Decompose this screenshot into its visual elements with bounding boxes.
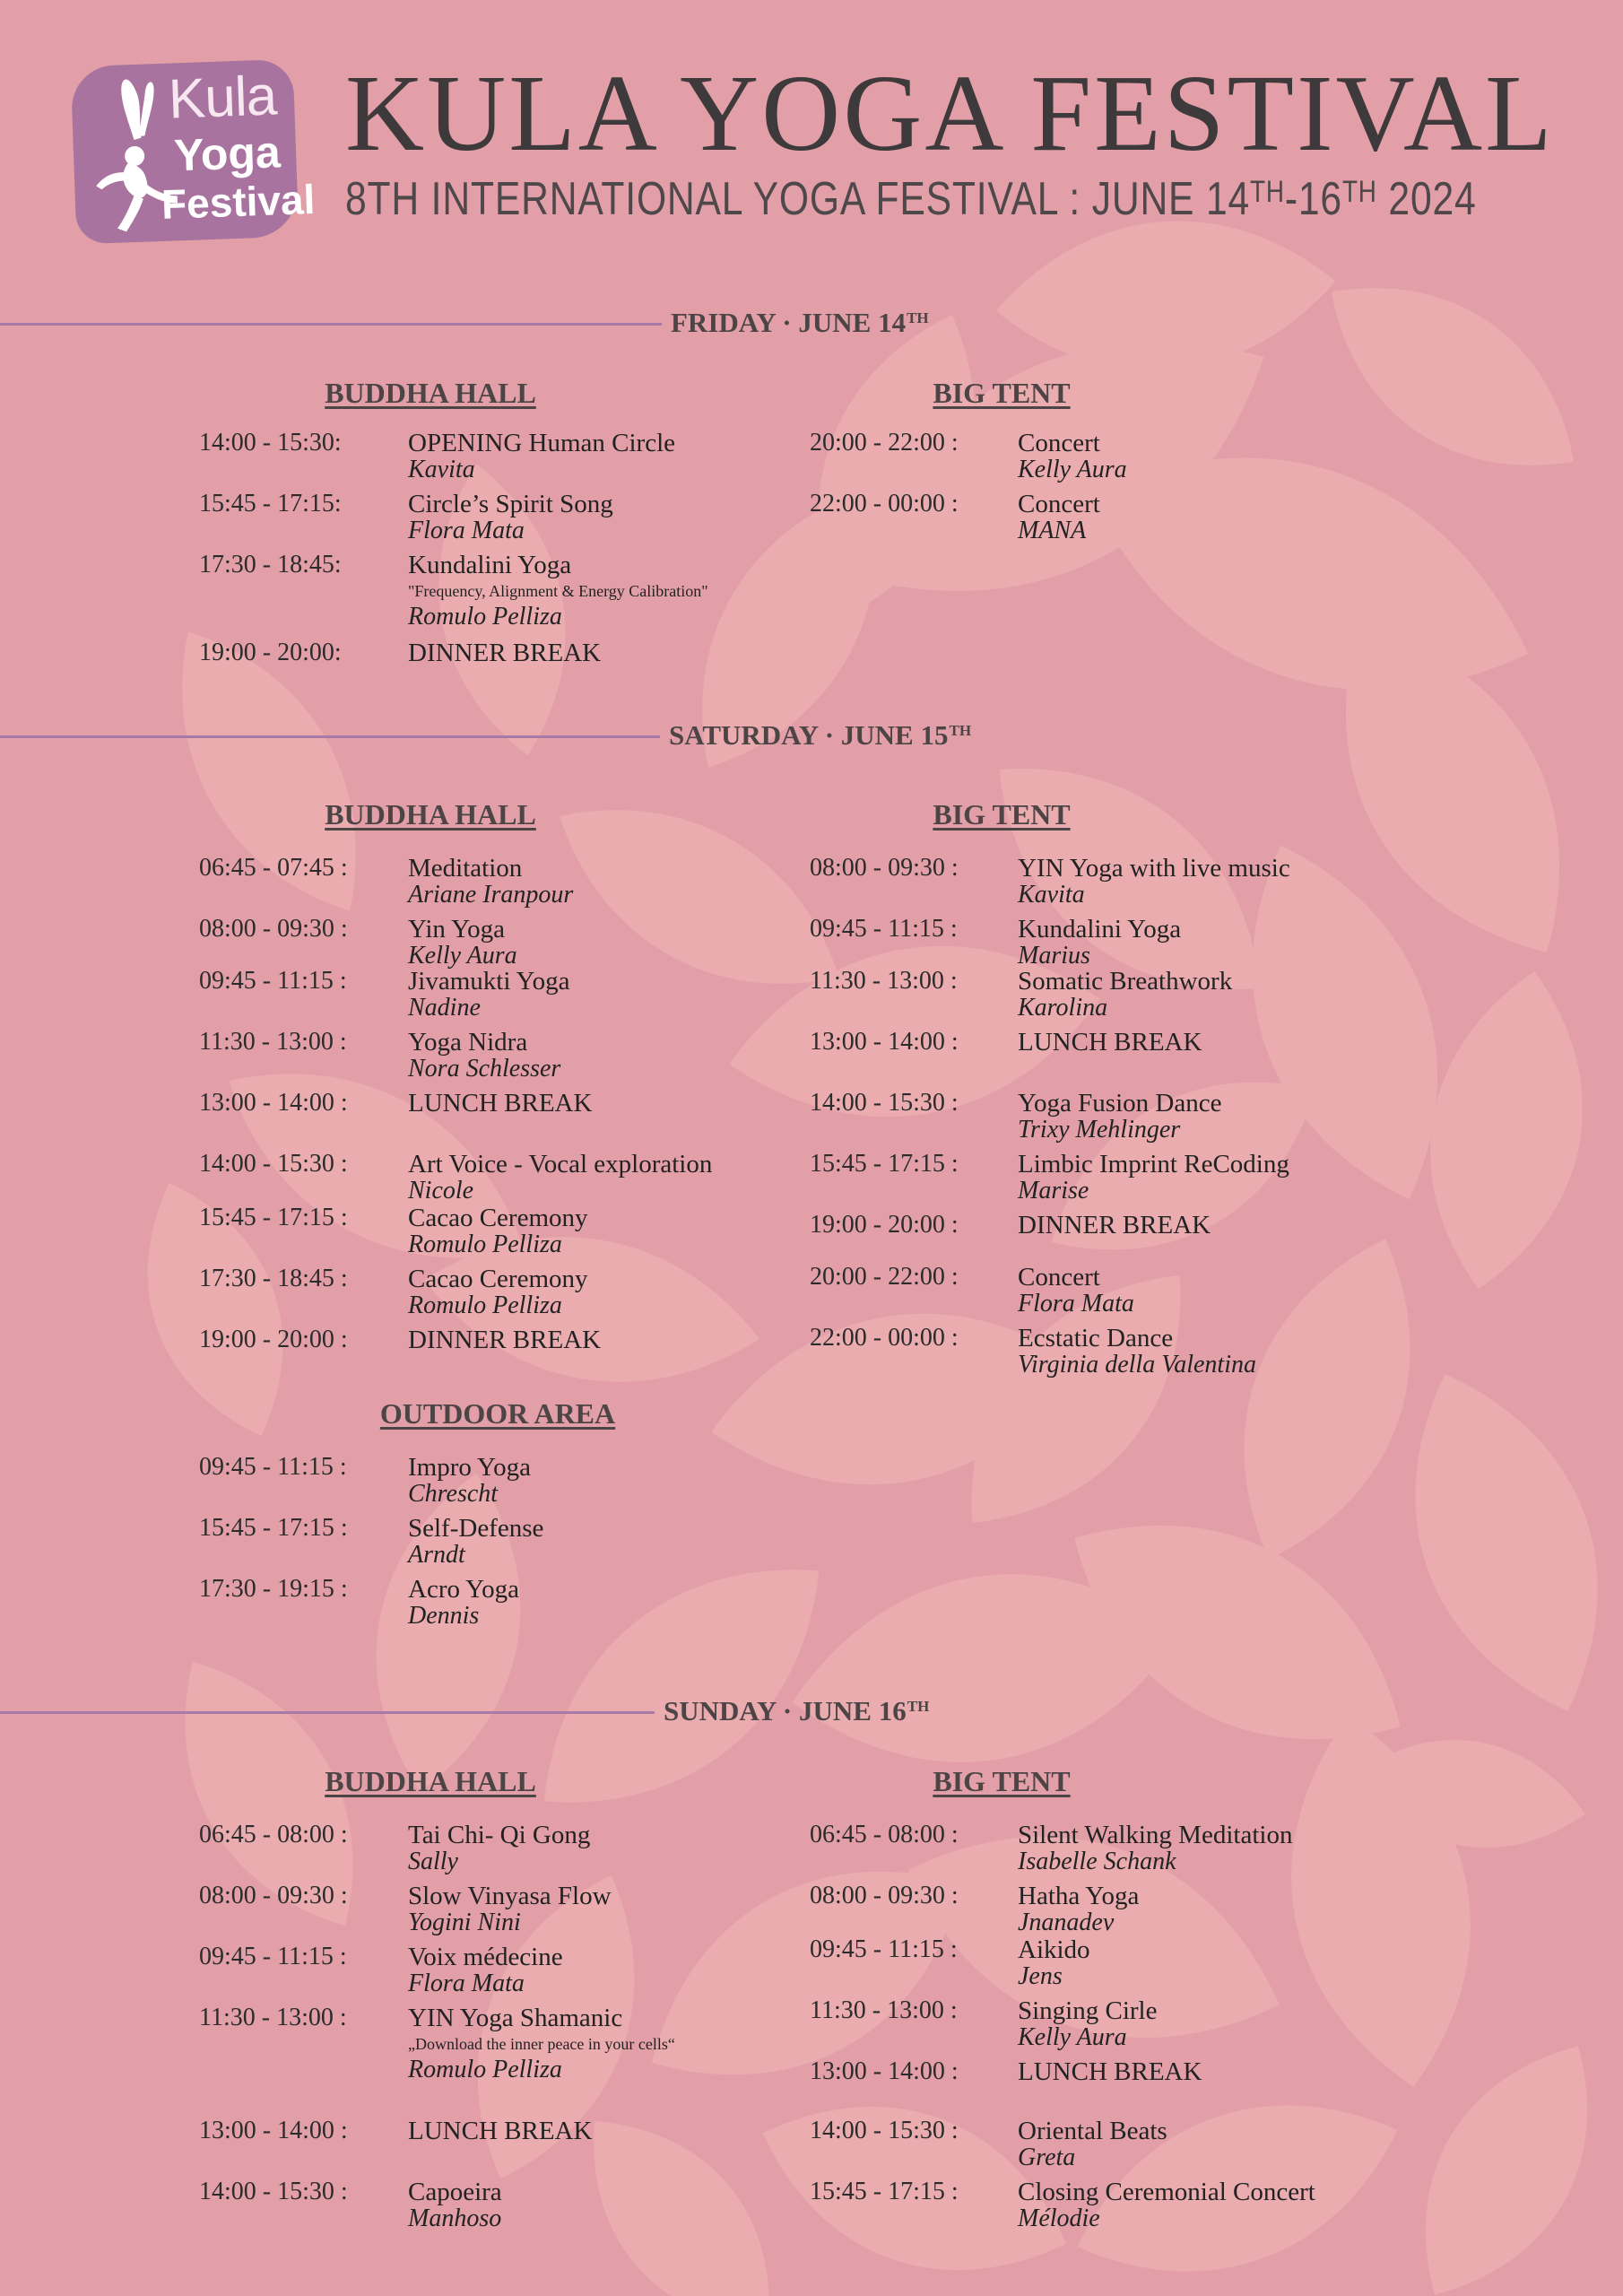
logo-word-kula: Kula bbox=[167, 65, 278, 131]
event-teacher: Jens bbox=[1018, 1962, 1063, 1990]
event-title: Cacao Ceremony bbox=[408, 1204, 588, 1232]
event-time: 08:00 - 09:30 : bbox=[810, 1882, 959, 1909]
event-time: 22:00 - 00:00 : bbox=[810, 1324, 959, 1352]
event-teacher: Karolina bbox=[1018, 994, 1108, 1022]
event-time: 14:00 - 15:30 : bbox=[199, 2178, 348, 2205]
event-teacher: MANA bbox=[1018, 517, 1087, 544]
event-teacher: Jnanadev bbox=[1018, 1909, 1115, 1936]
event-time: 09:45 - 11:15 : bbox=[810, 1935, 958, 1963]
day-divider bbox=[0, 323, 662, 326]
event-title: Ecstatic Dance bbox=[1018, 1324, 1174, 1352]
event-teacher: Virginia della Valentina bbox=[1018, 1351, 1256, 1378]
event-time: 13:00 - 14:00 : bbox=[810, 1028, 959, 1056]
event-teacher: Ariane Iranpour bbox=[408, 881, 574, 909]
event-title: LUNCH BREAK bbox=[1018, 1028, 1202, 1057]
event-title: Self-Defense bbox=[408, 1514, 544, 1543]
event-time: 06:45 - 08:00 : bbox=[199, 1821, 348, 1848]
venue-heading: BIG TENT bbox=[933, 798, 1071, 831]
event-note: "Frequency, Alignment & Energy Calibration" bbox=[408, 582, 708, 600]
event-time: 11:30 - 13:00 : bbox=[810, 1996, 958, 2024]
event-title: Meditation bbox=[408, 854, 523, 883]
event-teacher: Kavita bbox=[408, 456, 475, 483]
logo-word-festival: Festival bbox=[161, 175, 317, 228]
event-time: 11:30 - 13:00 : bbox=[199, 1028, 347, 1056]
event-time: 09:45 - 11:15 : bbox=[810, 915, 958, 943]
event-teacher: Romulo Pelliza bbox=[408, 2056, 562, 2083]
event-title: Acro Yoga bbox=[408, 1575, 520, 1604]
event-time: 09:45 - 11:15 : bbox=[199, 1943, 347, 1970]
event-time: 17:30 - 18:45 : bbox=[199, 1265, 348, 1292]
event-teacher: Romulo Pelliza bbox=[408, 603, 562, 631]
event-time: 22:00 - 00:00 : bbox=[810, 490, 959, 517]
venue-heading: BUDDHA HALL bbox=[325, 377, 536, 409]
event-teacher: Sally bbox=[408, 1848, 458, 1875]
event-time: 08:00 - 09:30 : bbox=[199, 915, 348, 943]
event-time: 08:00 - 09:30 : bbox=[810, 854, 959, 882]
event-time: 15:45 - 17:15 : bbox=[810, 1150, 959, 1178]
event-time: 06:45 - 07:45 : bbox=[199, 854, 348, 882]
event-time: 13:00 - 14:00 : bbox=[810, 2057, 959, 2085]
event-time: 11:30 - 13:00 : bbox=[199, 2004, 347, 2031]
event-title: DINNER BREAK bbox=[408, 639, 602, 667]
event-teacher: Trixy Mehlinger bbox=[1018, 1116, 1181, 1144]
venue-heading: OUTDOOR AREA bbox=[379, 1397, 616, 1430]
event-title: Voix médecine bbox=[408, 1943, 563, 1971]
event-title: LUNCH BREAK bbox=[408, 2117, 593, 2145]
event-time: 19:00 - 20:00 : bbox=[199, 1326, 348, 1353]
event-teacher: Marius bbox=[1018, 942, 1090, 970]
event-title: Closing Ceremonial Concert bbox=[1018, 2178, 1315, 2206]
event-teacher: Kelly Aura bbox=[1018, 2023, 1127, 2051]
logo-word-yoga: Yoga bbox=[173, 126, 282, 181]
event-title: Capoeira bbox=[408, 2178, 502, 2206]
event-title: Somatic Breathwork bbox=[1018, 967, 1233, 996]
event-title: LUNCH BREAK bbox=[408, 1089, 593, 1118]
event-title: Tai Chi- Qi Gong bbox=[408, 1821, 591, 1849]
event-time: 11:30 - 13:00 : bbox=[810, 967, 958, 995]
event-teacher: Dennis bbox=[408, 1602, 480, 1630]
event-teacher: Manhoso bbox=[408, 2205, 502, 2232]
event-teacher: Kelly Aura bbox=[408, 942, 517, 970]
event-time: 15:45 - 17:15 : bbox=[199, 1514, 348, 1542]
event-time: 15:45 - 17:15 : bbox=[810, 2178, 959, 2205]
event-title: Art Voice - Vocal exploration bbox=[408, 1150, 713, 1178]
event-teacher: Flora Mata bbox=[1018, 1290, 1134, 1318]
event-teacher: Nadine bbox=[408, 994, 481, 1022]
day-heading-friday: FRIDAY · JUNE 14TH bbox=[671, 307, 929, 338]
event-title: Concert bbox=[1018, 429, 1100, 457]
event-title: Yoga Fusion Dance bbox=[1018, 1089, 1222, 1118]
event-title: LUNCH BREAK bbox=[1018, 2057, 1202, 2086]
event-title: Circle’s Spirit Song bbox=[408, 490, 613, 518]
event-title: Oriental Beats bbox=[1018, 2117, 1167, 2145]
event-title: Cacao Ceremony bbox=[408, 1265, 588, 1293]
event-title: DINNER BREAK bbox=[408, 1326, 602, 1354]
event-teacher: Flora Mata bbox=[408, 1970, 525, 1997]
event-title: Kundalini Yoga bbox=[408, 551, 572, 579]
event-title: OPENING Human Circle bbox=[408, 429, 676, 457]
event-time: 13:00 - 14:00 : bbox=[199, 1089, 348, 1117]
event-time: 15:45 - 17:15: bbox=[199, 490, 342, 517]
event-title: Slow Vinyasa Flow bbox=[408, 1882, 612, 1910]
day-heading-saturday: SATURDAY · JUNE 15TH bbox=[669, 719, 972, 751]
event-time: 19:00 - 20:00 : bbox=[810, 1211, 959, 1239]
event-time: 09:45 - 11:15 : bbox=[199, 1453, 347, 1481]
event-time: 15:45 - 17:15 : bbox=[199, 1204, 348, 1231]
venue-heading: BIG TENT bbox=[933, 1765, 1071, 1797]
event-title: YIN Yoga with live music bbox=[1018, 854, 1290, 883]
event-teacher: Romulo Pelliza bbox=[408, 1231, 562, 1258]
event-title: DINNER BREAK bbox=[1018, 1211, 1211, 1239]
event-teacher: Mélodie bbox=[1018, 2205, 1100, 2232]
event-time: 19:00 - 20:00: bbox=[199, 639, 342, 666]
event-time: 14:00 - 15:30: bbox=[199, 429, 342, 457]
event-title: YIN Yoga Shamanic bbox=[408, 2004, 623, 2032]
page-subtitle: 8TH INTERNATIONAL YOGA FESTIVAL : JUNE 14TH-16TH 2024 bbox=[345, 173, 1477, 225]
event-title: Hatha Yoga bbox=[1018, 1882, 1140, 1910]
event-time: 17:30 - 19:15 : bbox=[199, 1575, 348, 1603]
venue-heading: BUDDHA HALL bbox=[325, 1765, 536, 1797]
event-time: 14:00 - 15:30 : bbox=[810, 2117, 959, 2144]
event-title: Singing Cirle bbox=[1018, 1996, 1158, 2025]
event-teacher: Kelly Aura bbox=[1018, 456, 1127, 483]
event-teacher: Kavita bbox=[1018, 881, 1085, 909]
event-time: 13:00 - 14:00 : bbox=[199, 2117, 348, 2144]
event-teacher: Greta bbox=[1018, 2144, 1076, 2171]
venue-heading: BIG TENT bbox=[933, 377, 1071, 409]
event-title: Yin Yoga bbox=[408, 915, 505, 944]
event-time: 14:00 - 15:30 : bbox=[810, 1089, 959, 1117]
event-teacher: Flora Mata bbox=[408, 517, 525, 544]
event-teacher: Yogini Nini bbox=[408, 1909, 521, 1936]
event-teacher: Arndt bbox=[408, 1541, 465, 1569]
day-divider bbox=[0, 1711, 655, 1714]
event-title: Concert bbox=[1018, 1263, 1100, 1292]
page-title: KULA YOGA FESTIVAL bbox=[345, 53, 1555, 174]
event-note: „Download the inner peace in your cells“ bbox=[408, 2035, 675, 2053]
event-title: Silent Walking Meditation bbox=[1018, 1821, 1293, 1849]
event-time: 20:00 - 22:00 : bbox=[810, 1263, 959, 1291]
event-teacher: Nicole bbox=[408, 1177, 474, 1205]
event-time: 09:45 - 11:15 : bbox=[199, 967, 347, 995]
event-teacher: Isabelle Schank bbox=[1018, 1848, 1176, 1875]
event-teacher: Nora Schlesser bbox=[408, 1055, 561, 1083]
event-title: Jivamukti Yoga bbox=[408, 967, 570, 996]
event-time: 06:45 - 08:00 : bbox=[810, 1821, 959, 1848]
event-title: Kundalini Yoga bbox=[1018, 915, 1182, 944]
event-teacher: Chrescht bbox=[408, 1480, 499, 1508]
event-title: Aikido bbox=[1018, 1935, 1090, 1964]
event-time: 20:00 - 22:00 : bbox=[810, 429, 959, 457]
day-heading-sunday: SUNDAY · JUNE 16TH bbox=[664, 1695, 930, 1726]
event-teacher: Marise bbox=[1018, 1177, 1089, 1205]
event-teacher: Romulo Pelliza bbox=[408, 1292, 562, 1319]
festival-logo bbox=[71, 59, 317, 245]
venue-heading: BUDDHA HALL bbox=[325, 798, 536, 831]
event-time: 17:30 - 18:45: bbox=[199, 551, 342, 578]
event-title: Concert bbox=[1018, 490, 1100, 518]
event-title: Impro Yoga bbox=[408, 1453, 531, 1482]
event-title: Limbic Imprint ReCoding bbox=[1018, 1150, 1289, 1178]
event-title: Yoga Nidra bbox=[408, 1028, 528, 1057]
event-time: 14:00 - 15:30 : bbox=[199, 1150, 348, 1178]
event-time: 08:00 - 09:30 : bbox=[199, 1882, 348, 1909]
day-divider bbox=[0, 735, 660, 738]
